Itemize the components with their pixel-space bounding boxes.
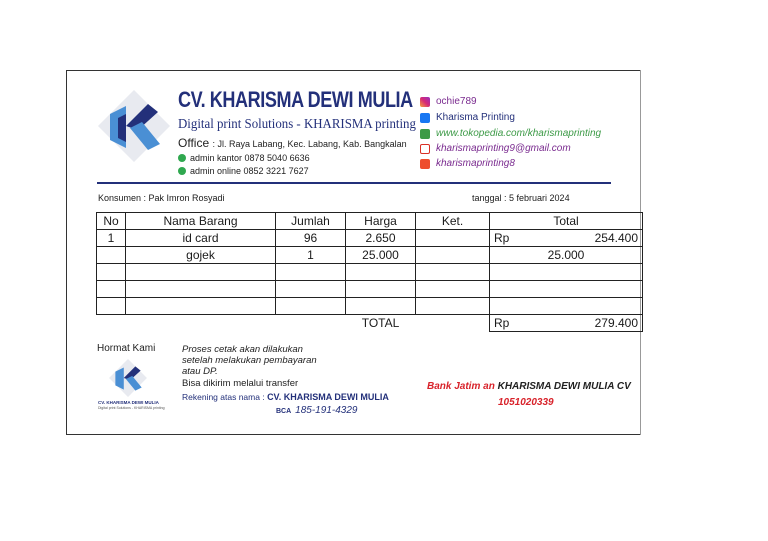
cell-total: 25.000 (490, 247, 643, 264)
account-label: Rekening atas nama : (182, 392, 268, 402)
note-line: setelah melakukan pembayaran (182, 355, 317, 366)
table-total-row (97, 315, 643, 332)
cell-no: 1 (97, 230, 126, 247)
grand-total-value: 279.400 (594, 316, 638, 330)
social-text: kharismaprinting8 (436, 158, 515, 169)
cell-price: 2.650 (346, 230, 416, 247)
social-text: Kharisma Printing (436, 112, 515, 123)
tokopedia-icon (420, 129, 430, 139)
shopee-icon (420, 159, 430, 169)
table-row-empty (97, 264, 643, 281)
office-label: Office (178, 136, 210, 150)
cell-ket (416, 230, 490, 247)
signature-label: Hormat Kami (97, 343, 156, 354)
note-line: Proses cetak akan dilakukan (182, 344, 303, 355)
col-header-total: Total (490, 213, 643, 230)
bca-label: BCA (276, 408, 292, 415)
cell-qty: 1 (276, 247, 346, 264)
currency-label: Rp (494, 231, 510, 245)
note-line: atau DP. (182, 366, 218, 377)
grand-total (490, 315, 643, 332)
cell-total (490, 230, 643, 247)
whatsapp-icon (178, 167, 186, 175)
items-table (96, 212, 643, 332)
total-label: TOTAL (361, 316, 400, 331)
company-name: CV. KHARISMA DEWI MULIA (178, 87, 413, 112)
col-header-qty: Jumlah (276, 213, 346, 230)
table-row (97, 247, 643, 264)
cell-name: id card (126, 230, 276, 247)
company-tagline: Digital print Solutions - KHARISMA printing (178, 117, 416, 132)
gmail-icon (420, 144, 430, 154)
bca-account (276, 405, 357, 416)
small-brand-name: CV. KHARISMA DEWI MULIA (98, 400, 159, 405)
cell-name: gojek (126, 247, 276, 264)
account-holder (182, 392, 389, 402)
social-instagram (420, 96, 477, 107)
col-header-no: No (97, 213, 126, 230)
social-shopee (420, 158, 515, 169)
contact-text: admin kantor 0878 5040 6636 (190, 153, 310, 163)
account-name: CV. KHARISMA DEWI MULIA (267, 392, 389, 402)
table-row-empty (97, 281, 643, 298)
contact-admin-online (178, 166, 309, 176)
small-logo-icon (104, 358, 152, 398)
table-row-empty (97, 298, 643, 315)
currency-label: Rp (494, 316, 510, 330)
company-logo-icon (96, 88, 172, 164)
bca-number: 185-191-4329 (295, 405, 358, 416)
social-text: www.tokopedia.com/kharismaprinting (436, 128, 602, 139)
total-value: 254.400 (594, 231, 638, 245)
small-brand-tagline: Digital print Solutions - KHARISMA printing (98, 406, 165, 410)
table-row (97, 230, 643, 247)
instagram-icon (420, 97, 430, 107)
office-address (178, 136, 407, 150)
social-gmail (420, 143, 571, 154)
contact-admin-kantor (178, 153, 310, 163)
cell-no (97, 247, 126, 264)
customer-name: Konsumen : Pak Imron Rosyadi (98, 193, 225, 203)
contact-text: admin online 0852 3221 7627 (190, 166, 309, 176)
invoice-date: tanggal : 5 februari 2024 (472, 193, 570, 203)
transfer-note: Bisa dikirim melalui transfer (182, 378, 299, 389)
table-header-row (97, 213, 643, 230)
bank-number: 1051020339 (498, 397, 554, 408)
bank-holder: KHARISMA DEWI MULIA CV (497, 381, 631, 392)
header-divider (97, 182, 611, 184)
whatsapp-icon (178, 154, 186, 162)
social-text: ochie789 (436, 96, 477, 107)
bank-jatim-account (427, 381, 631, 392)
social-facebook (420, 112, 515, 123)
cell-qty: 96 (276, 230, 346, 247)
social-text: kharismaprinting9@gmail.com (436, 143, 571, 154)
social-tokopedia (420, 128, 601, 139)
bank-label: Bank Jatim an (427, 381, 495, 392)
cell-ket (416, 247, 490, 264)
col-header-ket: Ket. (416, 213, 490, 230)
col-header-price: Harga (346, 213, 416, 230)
facebook-icon (420, 113, 430, 123)
cell-price: 25.000 (346, 247, 416, 264)
col-header-name: Nama Barang (126, 213, 276, 230)
office-address-text: : Jl. Raya Labang, Kec. Labang, Kab. Bangkalan (212, 139, 407, 149)
